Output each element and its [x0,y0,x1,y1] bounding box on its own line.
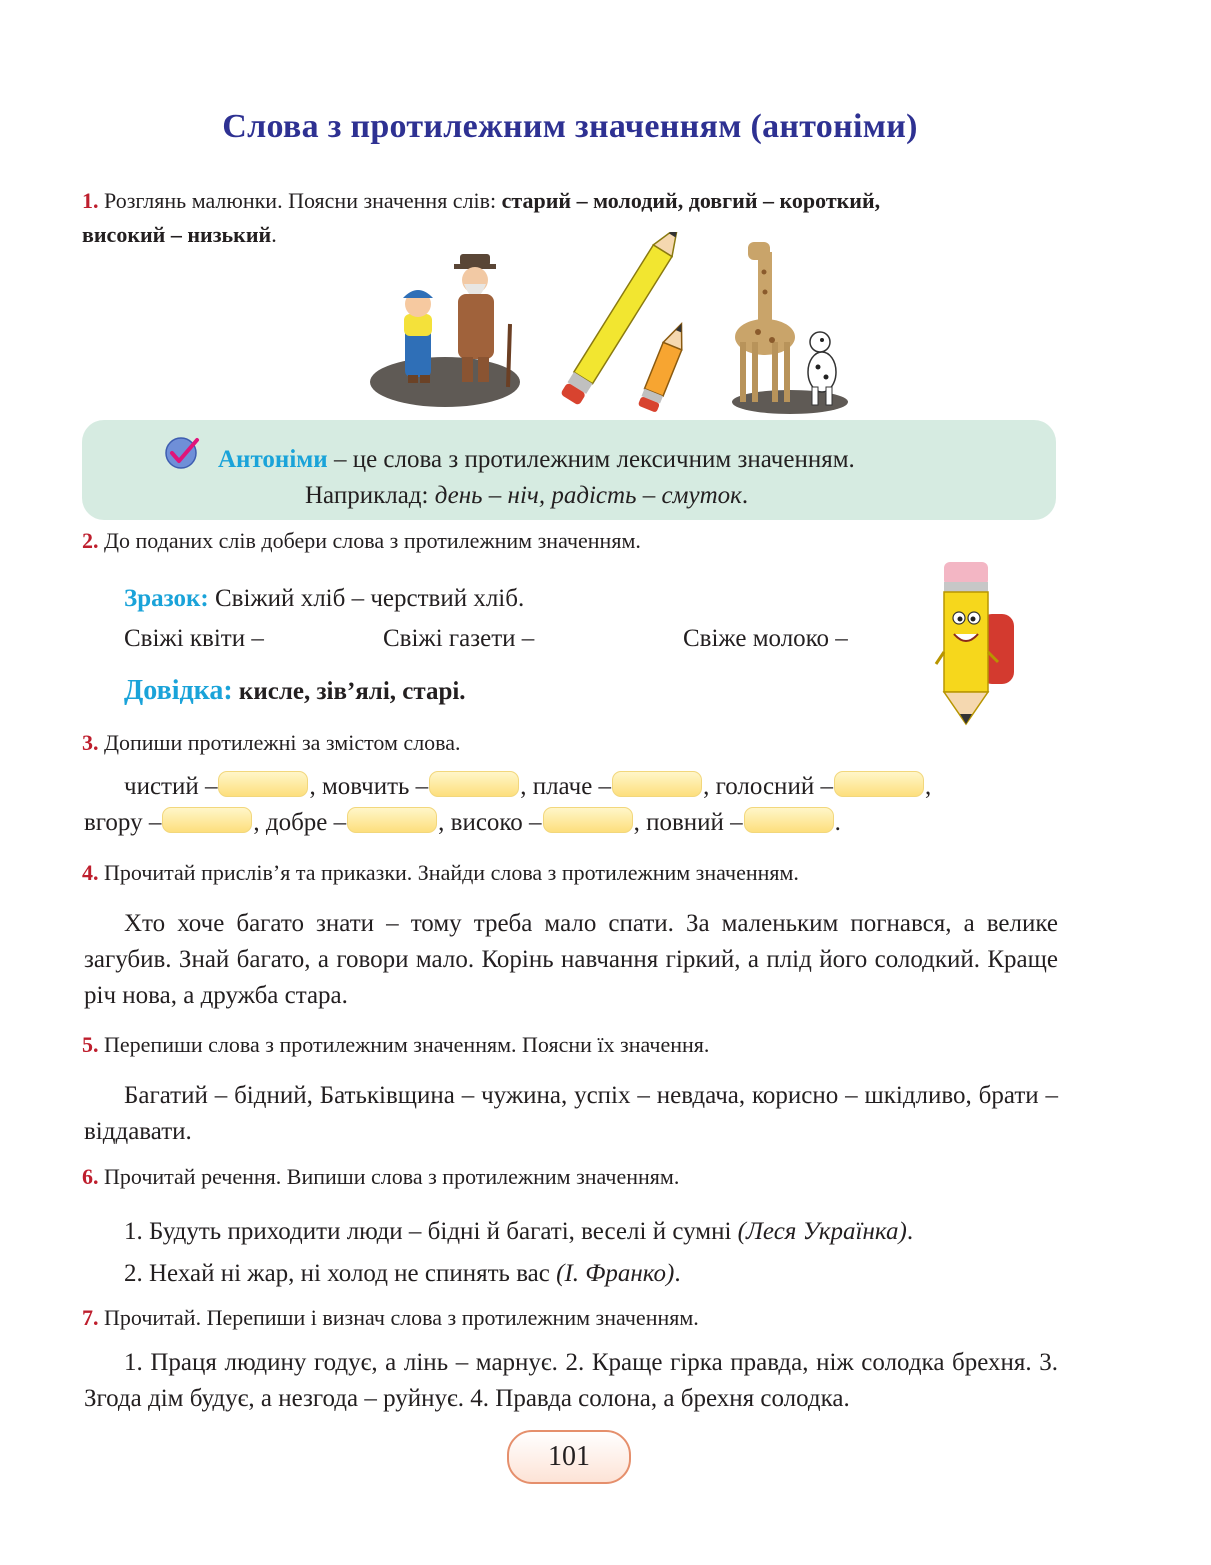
word-pairs-text: Багатий – бідний, Батьківщина – чужина, успіх – невдача, корисно – шкідливо, брати – віддавати. [84,1082,1058,1145]
answer-blank[interactable] [543,807,633,833]
task-1: 1. Розглянь малюнки. Поясни значення слів: старий – молодий, довгий – короткий, високий – низький. [82,188,881,247]
task-3 [82,726,1062,760]
task-instruction: До поданих слів добери слова з протилежним значенням. [104,528,641,553]
task-number: 1. [82,188,99,213]
answer-blank[interactable] [744,807,834,833]
exercise-item: Свіжі газети – [383,625,535,652]
sentence-1: 1. Будуть приходити люди – бідні й багаті, веселі й сумні (Леся Українка). [124,1218,914,1245]
task-instruction: Перепиши слова з протилежним значенням. Поясни їх значення. [104,1032,710,1057]
task-5 [82,1028,1062,1062]
task-instruction: Допиши протилежні за змістом слова. [104,730,461,755]
giraffe-figure [735,242,795,402]
answer-blank[interactable] [162,807,252,833]
answer-blank[interactable] [218,771,308,797]
fill-in-line-2: вгору – , добре – , високо – , повний – . [84,809,841,836]
exercise-item: Свіже молоко – [683,625,848,652]
task-number: 6. [82,1164,99,1189]
pencil-mascot-illustration [932,552,1022,727]
proverbs-text: Хто хоче багато знати – тому треба мало спати. За маленьким погнався, а велике загубив. Знай багато, а говори мало. Корінь навчання гіркий, а плід його солодкий. Краще річ нова, а дружба стара. [84,910,1058,1009]
task-number: 7. [82,1305,99,1330]
answer-blank[interactable] [429,771,519,797]
task-7 [82,1301,1062,1335]
page-number: 101 [507,1430,631,1484]
hint-line [124,672,466,711]
task-bold-words: високий – низький [82,222,272,247]
hint-words: кисле, зів’ялі, старі. [238,678,466,705]
definition-text: Антоніми – це слова з протилежним лексичним значенням. [218,446,855,473]
proverbs-text: 1. Праця людину годує, а лінь – марнує. 2. Краще гірка правда, ніж солодка брехня. 3. Згода дім будує, а незгода – руйнує. 4. Правда солона, а брехня солодка. [84,1349,1058,1412]
task-number: 5. [82,1032,99,1057]
sentence-2: 2. Нехай ні жар, ні холод не спинять вас (І. Франко). [124,1260,681,1287]
fill-in-line-1: чистий – , мовчить – , плаче – , голосний – , [124,773,932,800]
boy-figure [403,290,433,383]
task-instruction: Прочитай речення. Випиши слова з протилежним значенням. [104,1164,680,1189]
task-instruction: Прочитай. Перепиши і визнач слова з протилежним значенням. [104,1305,699,1330]
task-2 [82,524,1062,558]
task-number: 4. [82,860,99,885]
task-6 [82,1160,1062,1194]
answer-blank[interactable] [347,807,437,833]
ground-shadow [370,357,520,407]
sample-line: Зразок: Свіжий хліб – черствий хліб. [124,585,525,612]
exercise-item: Свіжі квіти – [124,625,264,652]
sample-label: Зразок: [124,585,209,612]
task-number: 3. [82,730,99,755]
task-instruction: Розглянь малюнки. Поясни значення слів: [104,188,497,213]
checkmark-icon [164,436,200,470]
illustration-antonyms [360,232,860,417]
page-title: Слова з протилежним значенням (антоніми) [222,108,918,145]
task-instruction: Прочитай прислів’я та приказки. Знайди слова з протилежним значенням. [104,860,799,885]
answer-blank[interactable] [834,771,924,797]
definition-example: Наприклад: день – ніч, радість – смуток. [305,482,749,509]
short-pencil [638,320,691,413]
definition-term: Антоніми [218,446,328,473]
task-bold-words: старий – молодий, довгий – короткий, [501,188,881,213]
task-4 [82,856,1062,890]
hint-label: Довідка: [124,675,233,706]
task-number: 2. [82,528,99,553]
answer-blank[interactable] [612,771,702,797]
